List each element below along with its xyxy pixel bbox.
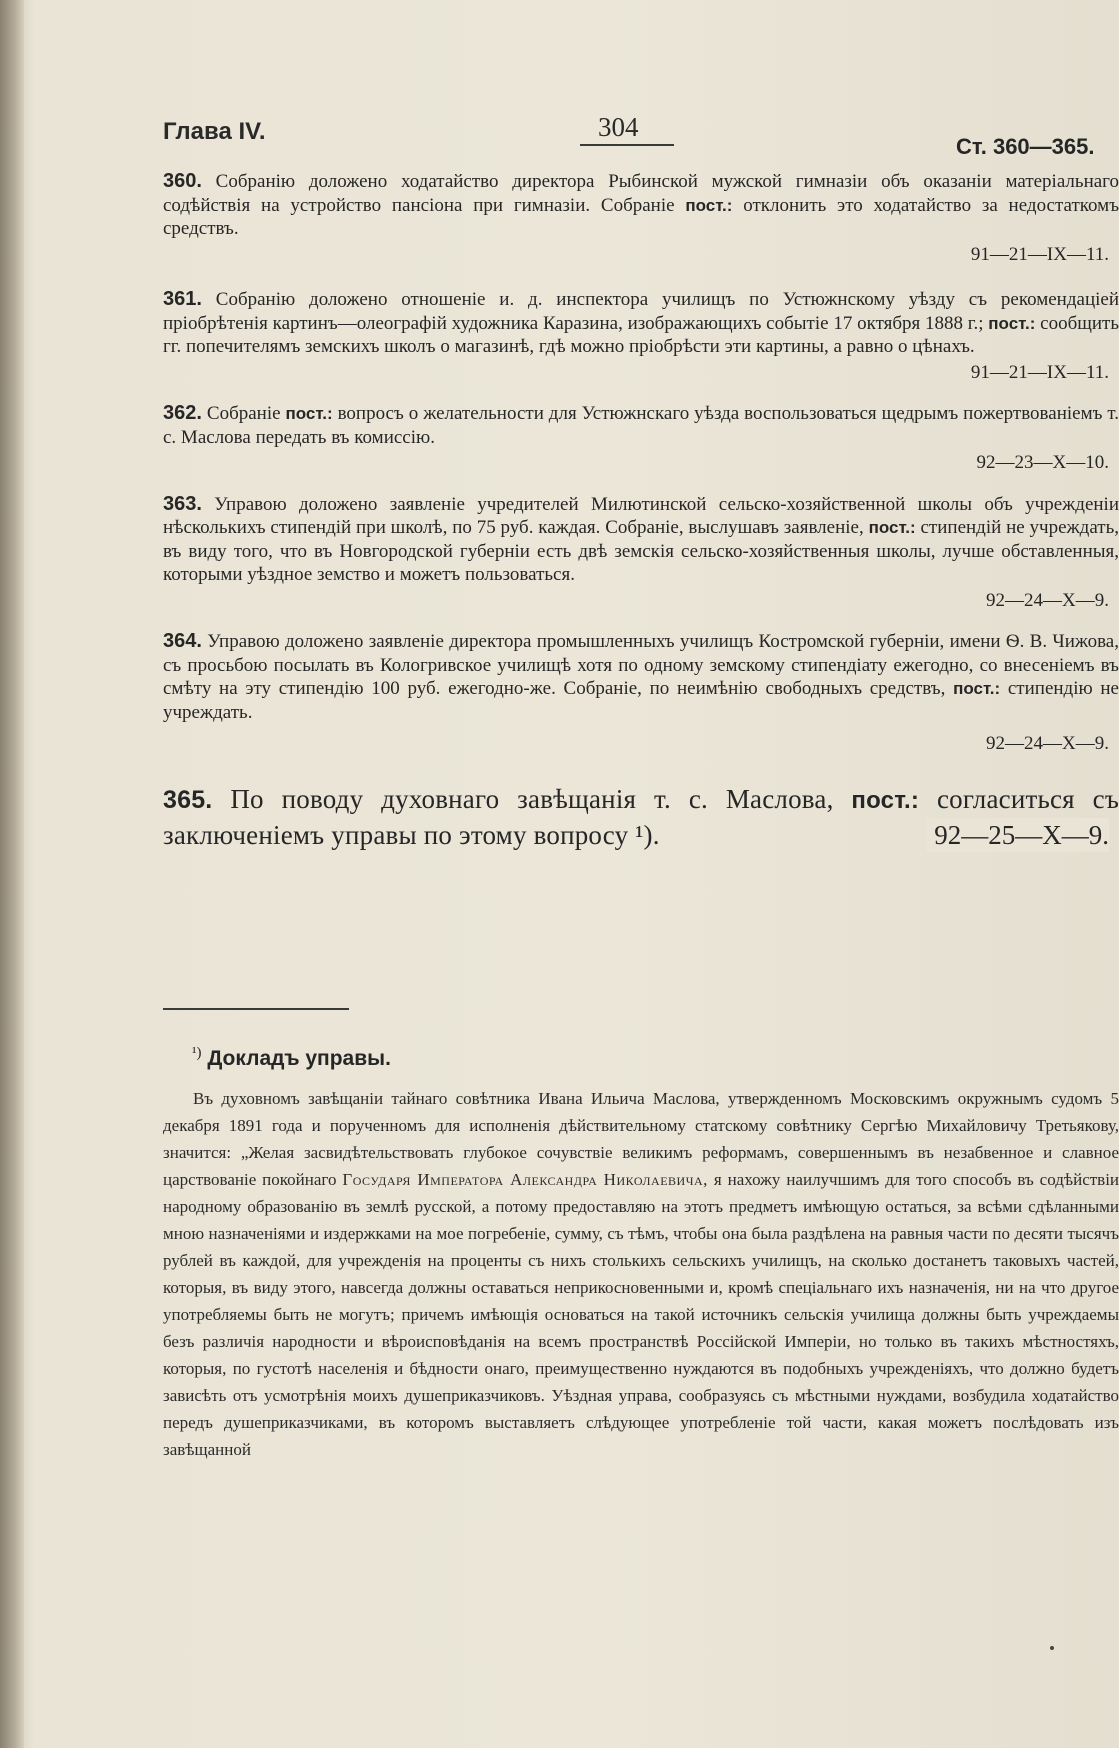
entry-text: Управою доложено заявленіе директора промышленныхъ училищъ Костромской губерніи, имени Ѳ. В. Чижова, съ просьбою посылать въ Кологривское училищѣ хотя по одному земскому стипендіату ежегодно, со внесеніемъ въ смѣту на эту стипендію 100 руб. ежегодно-же. Собраніе, по неимѣнію свободныхъ средствъ, <box>163 631 1119 699</box>
entry-text-continued: отклонить это ходатайство за недостаткомъ средствъ. <box>163 194 1119 239</box>
footnote-text-continued: я нахожу наилучшимъ для того способъ въ содѣйствіи народному образованію въ землѣ русской, а потому предоставляю на этотъ предметъ имѣющую остаться, за всѣми сдѣланными мною назначеніями и издержками на мое погребеніе, сумму, съ тѣмъ, чтобы она была раздѣлена на равныя части по десяти тысячъ рублей въ каждой, для учрежденія на проценты съ нихъ столькихъ сельскихъ училищъ, на сколько достанетъ таковыхъ частей, которыя, въ виду этого, навсегда должны оставаться неприкосновенными и, кромѣ спеціальнаго ихъ назначенія, ни на что другое употребляемы быть не могутъ; причемъ имѣющія основаться на такой источникъ сельскія училища должны быть учреждаемы безъ различія народности и вѣроисповѣданія на всемъ пространствѣ Россійской Имперіи, но только въ такихъ мѣстностяхъ, которыя, по густотѣ населенія и бѣдности онаго, преимущественно нуждаются въ подобныхъ учрежденіяхъ, что должно будетъ зависѣть отъ усмотрѣнія моихъ душеприказчиковъ. Уѣздная управа, сообразуясь съ мѣстными нуждами, возбудила ходатайство передъ душеприказчиками, въ которомъ выставляетъ слѣдующее употребленіе той части, какая можетъ послѣдовать изъ завѣщанной <box>163 1170 1119 1459</box>
book-binding-edge <box>0 0 24 1748</box>
entry-post-label: пост.: <box>868 518 916 537</box>
footnote-title <box>192 1045 391 1071</box>
page-number: 304 <box>598 112 639 142</box>
footnote-divider <box>163 1008 349 1010</box>
entry-text: Собраніе <box>206 403 281 424</box>
entry-number: 361. <box>163 288 202 310</box>
entry-text-continued: стипендію не учреждать. <box>163 678 1119 723</box>
entry-365 <box>163 782 1119 852</box>
statute-range: Ст. 360—365. <box>956 134 1095 159</box>
entry-text-continued: согласиться съ заключеніемъ управы по этому вопросу ¹). <box>163 783 1119 850</box>
footnote-heading: Докладъ управы. <box>207 1047 391 1070</box>
entry-362 <box>163 402 1119 475</box>
entry-363 <box>163 493 1119 613</box>
entry-ref: 92—24—X—9. <box>986 589 1109 611</box>
entry-364 <box>163 630 1119 756</box>
entry-post-label: пост.: <box>953 679 1001 698</box>
entry-post-label: пост.: <box>685 195 733 215</box>
entry-number: 365. <box>163 785 213 814</box>
entry-360 <box>163 170 1119 266</box>
entry-text: Собранію доложено отношеніе и. д. инспектора училищъ по Устюжнскому уѣзду съ рекомендаціей пріобрѣтенія картинъ—олеографій художника Каразина, изображающихъ событіе 17 октября 1888 г.; <box>163 289 1119 334</box>
footnote-emperor-name: Государя Императора Александра Николаевича, <box>342 1170 708 1189</box>
entry-number: 360. <box>163 170 202 192</box>
footnote-marker: ¹) <box>192 1045 202 1061</box>
entry-post-label: пост.: <box>988 313 1036 333</box>
entry-text: Собранію доложено ходатайство директора Рыбинской мужской гимназіи объ оказаніи матеріальнаго содѣйствія на устройство пансіона при гимназіи. Собраніе <box>163 171 1119 216</box>
entry-post-label: пост.: <box>285 404 333 423</box>
entry-ref: 92—23—X—10. <box>976 452 1109 473</box>
entry-361 <box>163 288 1119 384</box>
entry-ref: 91—21—IX—11. <box>970 243 1109 265</box>
entry-text-continued: вопросъ о желательности для Устюжнскаго уѣзда воспользоваться щедрымъ пожертвованіемъ т. с. Маслова передать въ комиссію. <box>163 403 1119 448</box>
entry-post-label: пост.: <box>851 786 920 814</box>
footnote-body <box>163 1085 1119 1625</box>
entry-number: 362. <box>163 402 202 424</box>
page-header <box>0 112 1119 162</box>
entry-number: 364. <box>163 630 202 652</box>
entry-text-continued: стипендій не учреждать, въ виду того, что въ Новгородской губерніи есть двѣ земскія сельско-хозяйственныя школы, лучше обставленныя, которыми уѣздное земство и можетъ пользоваться. <box>163 517 1119 585</box>
entries-list <box>163 170 1119 870</box>
footnote-text: Въ духовномъ завѣщаніи тайнаго совѣтника Ивана Ильича Маслова, утвержденномъ Московскимъ окружнымъ судомъ 5 декабря 1891 года и порученномъ для исполненія дѣйствительному статскому совѣтнику Сергѣю Михайловичу Третьякову, значится: „Желая засвидѣтельствовать глубокое сочувствіе великимъ реформамъ, совершеннымъ въ незабвенное и славное царствованіе покойнаго <box>163 1089 1119 1189</box>
entry-number: 363. <box>163 492 202 515</box>
entry-text: Управою доложено заявленіе учредителей Милютинской сельско-хозяйственной школы объ учрежденіи нѣсколькихъ стипендій при школѣ, по 75 руб. каждая. Собраніе, выслушавъ заявленіе, <box>163 493 1119 538</box>
entry-text: По поводу духовнаго завѣщанія т. с. Маслова, <box>230 783 834 814</box>
entry-ref: 92—25—X—9. <box>926 818 1109 852</box>
page-speck <box>1050 1646 1054 1650</box>
page-number-rule <box>580 144 674 146</box>
entry-ref: 91—21—IX—11. <box>970 361 1109 383</box>
entry-text-continued: сообщить гг. попечителямъ земскихъ школъ о магазинѣ, гдѣ можно пріобрѣсти эти картины, а равно о цѣнахъ. <box>163 312 1119 357</box>
chapter-label: Глава IV. <box>163 118 266 145</box>
entry-ref: 92—24—X—9. <box>986 733 1109 754</box>
